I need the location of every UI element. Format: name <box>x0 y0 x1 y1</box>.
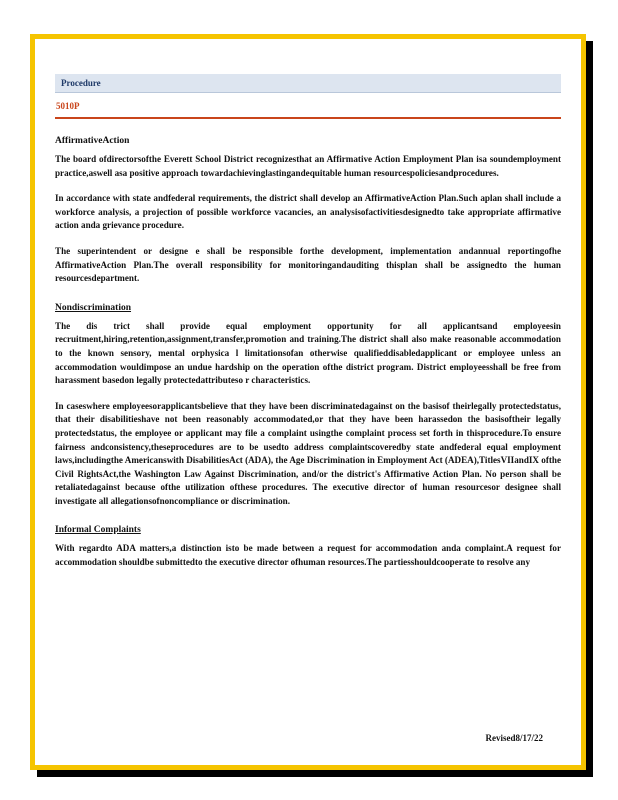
section-title: Nondiscrimination <box>55 302 132 313</box>
procedure-header <box>55 74 561 93</box>
section-informal-complaints <box>55 524 561 569</box>
paragraph: In caseswhere employeesorapplicantsbelieve that they have been discriminatedagainst on the basisof theirlegally protectedstatus, that their disabilitieshave not been reasonably accommodated,or that they have been harassedon the basisoftheir legally protectedstatus, the employee or applicant may file a complaint usingthe complaint process set forth in thisprocedure.To ensure fairness andconsistency,theseprocedures are to be usedto address complaintscoveredby state andfederal equal employment laws,includingthe Americanswith DisabilitiesAct (ADA), the Age Discrimination in Employment Act (ADEA),TitlesVIIandIX ofthe Civil RightsAct,the Washington Law Against Discrimination, and/or the district's Affirmative Action Plan. No person shall be retaliatedagainst because ofthe utilization ofthese procedures. The executive director of human resourcesor designee shall investigate all allegationsofnoncompliance or discrimination. <box>55 400 561 506</box>
paragraph: The board ofdirectorsofthe Everett School District recognizesthat an Affirmative Action Employment Plan isa soundemployment practice,aswell asa positive approach towardachievinglastingandequitable human resourcespoliciesandprocedures. <box>55 154 561 178</box>
paragraph: With regardto ADA matters,a distinction isto be made between a request for accommodation anda complaint.A request for accommodation shouldbe submittedto the executive director ofhuman resources.The partiesshouldcooperate to resolve any <box>55 543 561 568</box>
section-title: Informal Complaints <box>55 525 141 536</box>
paragraph: The dis trict shall provide equal employment opportunity for all applicantsand employeesin recruitment,hiring,retention,assignment,transfer,promotion and training.The district shall also make reasonable accommodation to the known sensory, mental orphysica l limitationsofan otherwise qualifieddisabledapplicant or employee unless an accommodation wouldimpose an undue hardship on the operation ofthe district program. District employeesshall be free from harassment basedon legally protectedattributeso r characteristics. <box>55 320 561 386</box>
paragraph: The superintendent or designe e shall be responsible forthe development, implementation andannual reportingofhe AffirmativeAction Plan.The overall responsibility for monitoringandauditing thisplan shall be assignedto the human resourcesdepartment. <box>55 245 561 284</box>
section-affirmative-action <box>55 135 561 286</box>
paragraph: In accordance with state andfederal requirements, the district shall develop an AffirmativeAction Plan.Such aplan shall include a workforce analysis, a projection of possible workforce vacancies, an analysisofactivitiesdesignedto take appropriate affirmative action anda grievance procedure. <box>55 193 561 231</box>
section-nondiscrimination <box>55 302 561 509</box>
procedure-label: Procedure <box>61 78 101 88</box>
revised-date: Revised8/17/22 <box>485 733 543 743</box>
document-page <box>30 34 586 770</box>
policy-code: 5010P <box>55 101 561 119</box>
section-title: AffirmativeAction <box>55 136 130 146</box>
document-content <box>55 74 561 570</box>
